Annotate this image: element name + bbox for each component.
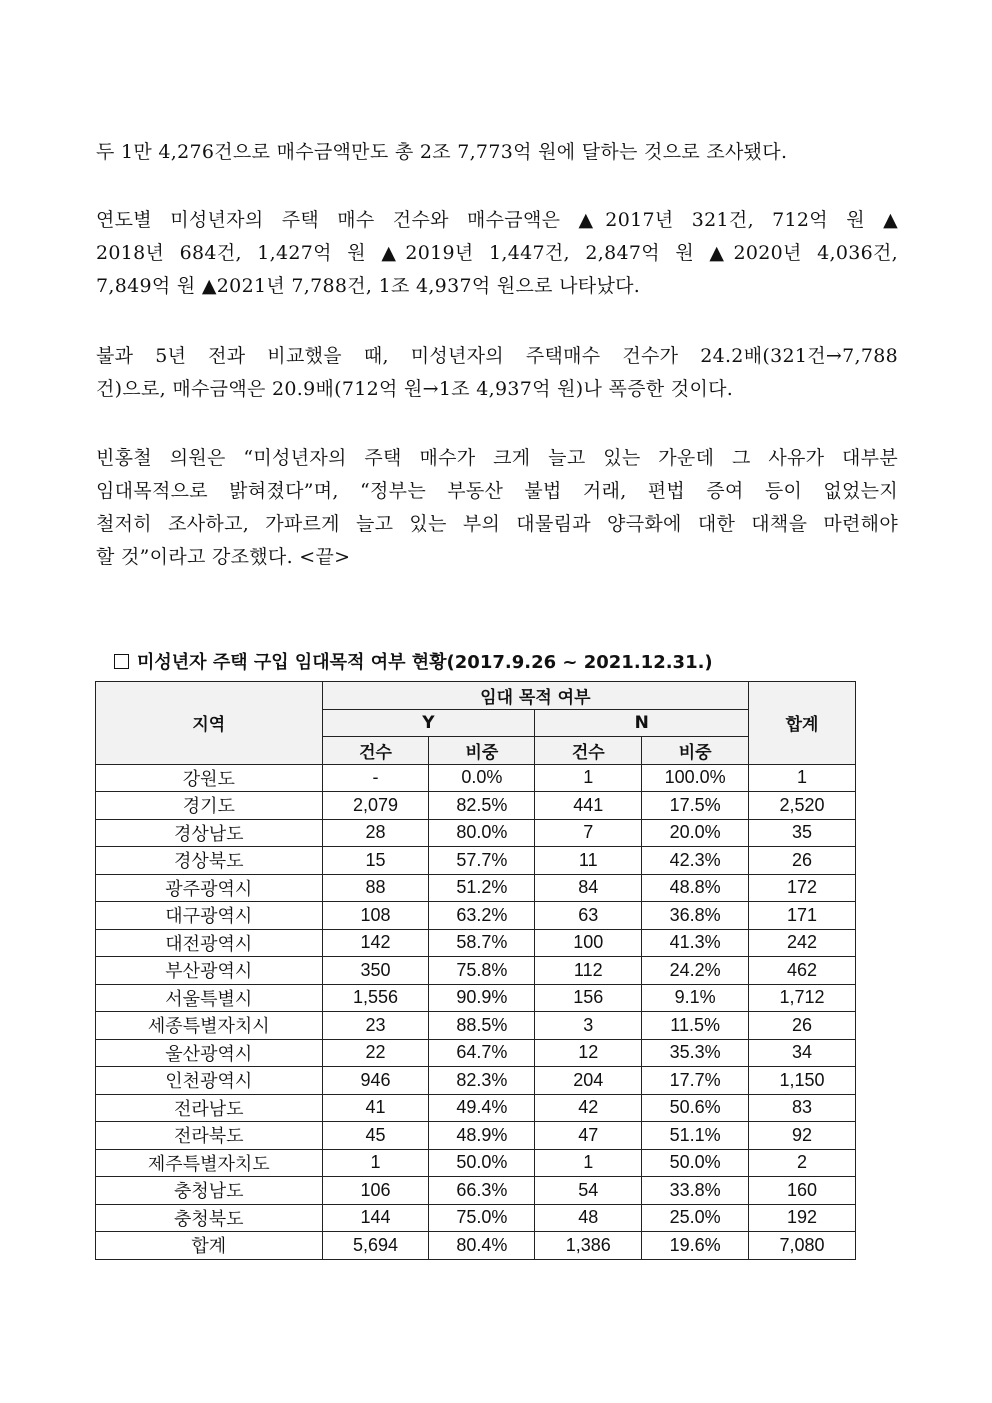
cell-no-ratio: 41.3% — [642, 929, 749, 957]
cell-yes-ratio: 80.0% — [429, 819, 535, 847]
cell-no-ratio: 50.0% — [642, 1149, 749, 1177]
cell-yes-count: 350 — [322, 957, 429, 985]
cell-yes-count: 22 — [322, 1039, 429, 1067]
cell-no-count: 12 — [535, 1039, 642, 1067]
cell-yes-count: 946 — [322, 1067, 429, 1095]
header-total: 합계 — [749, 682, 856, 765]
table-body — [96, 764, 856, 1259]
cell-yes-count: 5,694 — [322, 1232, 429, 1260]
cell-no-count: 11 — [535, 847, 642, 875]
cell-region: 부산광역시 — [96, 957, 323, 985]
header-yes: Y — [322, 709, 535, 737]
cell-region: 전라남도 — [96, 1094, 323, 1122]
paragraph-line: 불과 5년 전과 비교했을 때, 미성년자의 주택매수 건수가 24.2배(321건→7,788 — [96, 345, 898, 367]
cell-no-ratio: 100.0% — [642, 764, 749, 792]
cell-yes-ratio: 66.3% — [429, 1177, 535, 1205]
data-table — [95, 681, 856, 1260]
cell-no-count: 100 — [535, 929, 642, 957]
cell-yes-ratio: 82.3% — [429, 1067, 535, 1095]
checkbox-square-icon — [114, 654, 129, 669]
cell-region: 세종특별자치시 — [96, 1012, 323, 1040]
cell-no-ratio: 20.0% — [642, 819, 749, 847]
cell-total: 35 — [749, 819, 856, 847]
cell-no-ratio: 11.5% — [642, 1012, 749, 1040]
header-no: N — [535, 709, 749, 737]
cell-region: 경상북도 — [96, 847, 323, 875]
cell-yes-count: 142 — [322, 929, 429, 957]
cell-total: 2,520 — [749, 792, 856, 820]
table-caption — [114, 648, 713, 674]
cell-region: 대구광역시 — [96, 902, 323, 930]
cell-no-ratio: 33.8% — [642, 1177, 749, 1205]
paragraph-line: 2018년 684건, 1,427억 원 ▲2019년 1,447건, 2,847억 원 ▲2020년 4,036건, — [96, 242, 898, 264]
table-caption-text: 미성년자 주택 구입 임대목적 여부 현황(2017.9.26 ~ 2021.12.31.) — [137, 652, 713, 673]
cell-region: 서울특별시 — [96, 984, 323, 1012]
cell-region: 제주특별자치도 — [96, 1149, 323, 1177]
cell-total: 1 — [749, 764, 856, 792]
table-row — [96, 847, 856, 875]
cell-yes-count: 45 — [322, 1122, 429, 1150]
cell-yes-ratio: 75.8% — [429, 957, 535, 985]
cell-yes-ratio: 49.4% — [429, 1094, 535, 1122]
cell-region: 충청남도 — [96, 1177, 323, 1205]
paragraph-3 — [96, 340, 898, 406]
cell-region: 광주광역시 — [96, 874, 323, 902]
cell-no-count: 47 — [535, 1122, 642, 1150]
header-rental-purpose: 임대 목적 여부 — [322, 682, 749, 710]
paragraph-1 — [96, 136, 898, 169]
cell-total: 242 — [749, 929, 856, 957]
table-row — [96, 1094, 856, 1122]
table-row — [96, 1204, 856, 1232]
cell-no-ratio: 35.3% — [642, 1039, 749, 1067]
paragraph-line: 할 것”이라고 강조했다. <끝> — [96, 546, 351, 568]
cell-yes-ratio: 63.2% — [429, 902, 535, 930]
cell-yes-ratio: 48.9% — [429, 1122, 535, 1150]
paragraph-2 — [96, 204, 898, 303]
cell-total: 192 — [749, 1204, 856, 1232]
cell-total: 2 — [749, 1149, 856, 1177]
cell-region: 인천광역시 — [96, 1067, 323, 1095]
table-row — [96, 957, 856, 985]
cell-region: 충청북도 — [96, 1204, 323, 1232]
cell-total: 172 — [749, 874, 856, 902]
cell-yes-count: 28 — [322, 819, 429, 847]
paragraph-line: 연도별 미성년자의 주택 매수 건수와 매수금액은 ▲2017년 321건, 712억 원 ▲ — [96, 209, 898, 231]
cell-total: 92 — [749, 1122, 856, 1150]
paragraph-line: 7,849억 원 ▲2021년 7,788건, 1조 4,937억 원으로 나타났다. — [96, 275, 641, 297]
paragraph-line: 두 1만 4,276건으로 매수금액만도 총 2조 7,773억 원에 달하는 것으로 조사됐다. — [96, 141, 788, 163]
cell-total: 171 — [749, 902, 856, 930]
table-row — [96, 1039, 856, 1067]
cell-total: 462 — [749, 957, 856, 985]
cell-yes-count: 2,079 — [322, 792, 429, 820]
table-row — [96, 902, 856, 930]
cell-no-ratio: 48.8% — [642, 874, 749, 902]
cell-yes-count: 23 — [322, 1012, 429, 1040]
cell-no-count: 1 — [535, 1149, 642, 1177]
cell-yes-ratio: 58.7% — [429, 929, 535, 957]
cell-total: 1,150 — [749, 1067, 856, 1095]
paragraph-line: 임대목적으로 밝혀졌다”며, “정부는 부동산 불법 거래, 편법 증여 등이 없었는지 — [96, 480, 898, 502]
cell-yes-ratio: 0.0% — [429, 764, 535, 792]
cell-no-count: 1 — [535, 764, 642, 792]
cell-no-ratio: 42.3% — [642, 847, 749, 875]
cell-no-ratio: 36.8% — [642, 902, 749, 930]
cell-yes-ratio: 64.7% — [429, 1039, 535, 1067]
header-no-ratio: 비중 — [642, 737, 749, 765]
cell-total: 7,080 — [749, 1232, 856, 1260]
cell-no-ratio: 50.6% — [642, 1094, 749, 1122]
table-row — [96, 1149, 856, 1177]
cell-no-ratio: 19.6% — [642, 1232, 749, 1260]
cell-yes-count: 15 — [322, 847, 429, 875]
table-row — [96, 764, 856, 792]
cell-region: 대전광역시 — [96, 929, 323, 957]
cell-total: 26 — [749, 847, 856, 875]
header-region: 지역 — [96, 682, 323, 765]
cell-no-ratio: 17.5% — [642, 792, 749, 820]
cell-yes-ratio: 75.0% — [429, 1204, 535, 1232]
cell-total: 83 — [749, 1094, 856, 1122]
cell-region: 합계 — [96, 1232, 323, 1260]
table-row — [96, 1012, 856, 1040]
cell-region: 경기도 — [96, 792, 323, 820]
table-row — [96, 819, 856, 847]
cell-no-count: 204 — [535, 1067, 642, 1095]
table-row — [96, 792, 856, 820]
cell-no-ratio: 25.0% — [642, 1204, 749, 1232]
cell-yes-count: - — [322, 764, 429, 792]
cell-no-ratio: 17.7% — [642, 1067, 749, 1095]
paragraph-line: 빈홍철 의원은 “미성년자의 주택 매수가 크게 늘고 있는 가운데 그 사유가 대부분 — [96, 447, 898, 469]
header-yes-ratio: 비중 — [429, 737, 535, 765]
cell-no-ratio: 51.1% — [642, 1122, 749, 1150]
cell-no-count: 441 — [535, 792, 642, 820]
cell-region: 울산광역시 — [96, 1039, 323, 1067]
cell-total: 26 — [749, 1012, 856, 1040]
header-yes-count: 건수 — [322, 737, 429, 765]
cell-yes-count: 88 — [322, 874, 429, 902]
cell-no-count: 84 — [535, 874, 642, 902]
cell-no-count: 63 — [535, 902, 642, 930]
cell-yes-count: 1,556 — [322, 984, 429, 1012]
table-row — [96, 874, 856, 902]
header-no-count: 건수 — [535, 737, 642, 765]
cell-region: 전라북도 — [96, 1122, 323, 1150]
cell-yes-ratio: 57.7% — [429, 847, 535, 875]
cell-yes-ratio: 50.0% — [429, 1149, 535, 1177]
cell-region: 경상남도 — [96, 819, 323, 847]
table-row — [96, 984, 856, 1012]
cell-no-count: 48 — [535, 1204, 642, 1232]
cell-yes-count: 144 — [322, 1204, 429, 1232]
cell-no-count: 7 — [535, 819, 642, 847]
paragraph-line: 건)으로, 매수금액은 20.9배(712억 원→1조 4,937억 원)나 폭증한 것이다. — [96, 378, 734, 400]
paragraph-4 — [96, 442, 898, 574]
table-total-row — [96, 1232, 856, 1260]
cell-no-count: 54 — [535, 1177, 642, 1205]
cell-yes-count: 41 — [322, 1094, 429, 1122]
cell-no-ratio: 24.2% — [642, 957, 749, 985]
cell-no-count: 112 — [535, 957, 642, 985]
table-row — [96, 1067, 856, 1095]
cell-total: 160 — [749, 1177, 856, 1205]
cell-no-count: 42 — [535, 1094, 642, 1122]
cell-no-count: 156 — [535, 984, 642, 1012]
table-row — [96, 1177, 856, 1205]
table-row — [96, 929, 856, 957]
cell-yes-ratio: 80.4% — [429, 1232, 535, 1260]
paragraph-line: 철저히 조사하고, 가파르게 늘고 있는 부의 대물림과 양극화에 대한 대책을 마련해야 — [96, 513, 898, 535]
cell-region: 강원도 — [96, 764, 323, 792]
cell-no-count: 1,386 — [535, 1232, 642, 1260]
cell-yes-ratio: 88.5% — [429, 1012, 535, 1040]
cell-no-ratio: 9.1% — [642, 984, 749, 1012]
cell-yes-count: 108 — [322, 902, 429, 930]
cell-yes-ratio: 82.5% — [429, 792, 535, 820]
cell-no-count: 3 — [535, 1012, 642, 1040]
cell-total: 34 — [749, 1039, 856, 1067]
cell-total: 1,712 — [749, 984, 856, 1012]
table-row — [96, 1122, 856, 1150]
cell-yes-ratio: 90.9% — [429, 984, 535, 1012]
cell-yes-count: 106 — [322, 1177, 429, 1205]
cell-yes-ratio: 51.2% — [429, 874, 535, 902]
cell-yes-count: 1 — [322, 1149, 429, 1177]
